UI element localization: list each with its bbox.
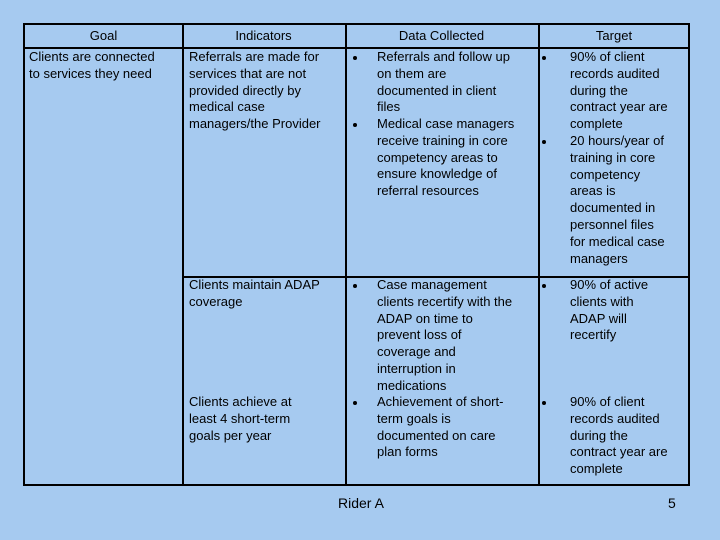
- indicator-line: medical case: [189, 99, 265, 115]
- goal-line: to services they need: [29, 65, 152, 81]
- indicator-text: [189, 394, 292, 444]
- data-line: prevent loss of: [377, 327, 462, 343]
- target-line: records audited: [570, 410, 660, 426]
- data-line: Case management: [377, 277, 487, 292]
- data-collected-item: [377, 277, 512, 395]
- indicator-line: Clients maintain ADAP: [189, 277, 320, 292]
- bullet-icon: [542, 284, 546, 288]
- footer-title: Rider A: [338, 495, 384, 511]
- data-line: competency areas to: [377, 149, 498, 165]
- data-line: Medical case managers: [377, 116, 515, 131]
- indicator-line: Clients achieve at: [189, 394, 292, 409]
- header-indicators: Indicators: [235, 28, 292, 43]
- data-line: referral resources: [377, 183, 479, 199]
- data-line: interruption in: [377, 360, 456, 376]
- data-collected-item: [377, 49, 510, 116]
- column-divider: [538, 25, 540, 484]
- indicator-line: services that are not: [189, 65, 307, 81]
- target-line: contract year are: [570, 99, 668, 115]
- data-line: ensure knowledge of: [377, 166, 497, 182]
- target-item: [570, 133, 665, 267]
- goal-line: Clients are connected: [29, 49, 155, 64]
- data-line: medications: [377, 377, 447, 393]
- data-line: documented on care: [377, 427, 496, 443]
- data-line: Referrals and follow up: [377, 49, 510, 64]
- target-line: during the: [570, 82, 628, 98]
- target-line: 90% of client: [570, 49, 645, 64]
- target-line: 20 hours/year of: [570, 133, 664, 148]
- target-line: 90% of client: [570, 394, 645, 409]
- target-line: documented in: [570, 200, 656, 216]
- header-target: Target: [595, 28, 633, 43]
- target-line: records audited: [570, 65, 660, 81]
- indicator-line: provided directly by: [189, 82, 301, 98]
- target-line: 90% of active: [570, 277, 649, 292]
- target-item: [570, 49, 668, 133]
- data-line: files: [377, 99, 401, 115]
- target-line: for medical case: [570, 233, 665, 249]
- target-line: competency: [570, 166, 641, 182]
- target-line: complete: [570, 116, 623, 132]
- target-line: contract year are: [570, 444, 668, 460]
- target-item: [570, 394, 668, 478]
- indicator-line: Referrals are made for: [189, 49, 320, 64]
- bullet-icon: [353, 401, 357, 405]
- data-line: ADAP on time to: [377, 310, 473, 326]
- target-line: training in core: [570, 149, 656, 165]
- target-line: areas is: [570, 183, 616, 199]
- target-line: managers: [570, 250, 628, 266]
- data-line: plan forms: [377, 444, 438, 460]
- bullet-icon: [353, 284, 357, 288]
- target-line: during the: [570, 427, 628, 443]
- column-divider: [182, 25, 184, 484]
- target-line: complete: [570, 461, 623, 477]
- indicator-line: coverage: [189, 293, 243, 309]
- page-number: 5: [668, 495, 676, 511]
- target-line: clients with: [570, 293, 634, 309]
- data-line: receive training in core: [377, 132, 508, 148]
- goal-text: [29, 49, 155, 83]
- target-line: recertify: [570, 327, 617, 343]
- target-line: ADAP will: [570, 310, 627, 326]
- bullet-icon: [542, 140, 546, 144]
- target-item: [570, 277, 648, 344]
- data-collected-item: [377, 394, 503, 461]
- data-line: coverage and: [377, 344, 456, 360]
- header-data-collected: Data Collected: [398, 28, 485, 43]
- indicator-line: least 4 short-term: [189, 410, 291, 426]
- column-divider: [345, 25, 347, 484]
- bullet-icon: [542, 56, 546, 60]
- data-line: on them are: [377, 65, 447, 81]
- header-goal: Goal: [89, 28, 118, 43]
- bullet-icon: [353, 123, 357, 127]
- data-line: term goals is: [377, 410, 451, 426]
- indicator-text: [189, 49, 321, 133]
- data-collected-item: [377, 116, 514, 200]
- data-line: clients recertify with the: [377, 293, 513, 309]
- data-line: documented in client: [377, 82, 497, 98]
- data-line: Achievement of short-: [377, 394, 504, 409]
- bullet-icon: [353, 56, 357, 60]
- indicator-text: [189, 277, 320, 311]
- indicator-line: goals per year: [189, 427, 272, 443]
- indicator-line: managers/the Provider: [189, 116, 321, 132]
- bullet-icon: [542, 401, 546, 405]
- target-line: personnel files: [570, 216, 654, 232]
